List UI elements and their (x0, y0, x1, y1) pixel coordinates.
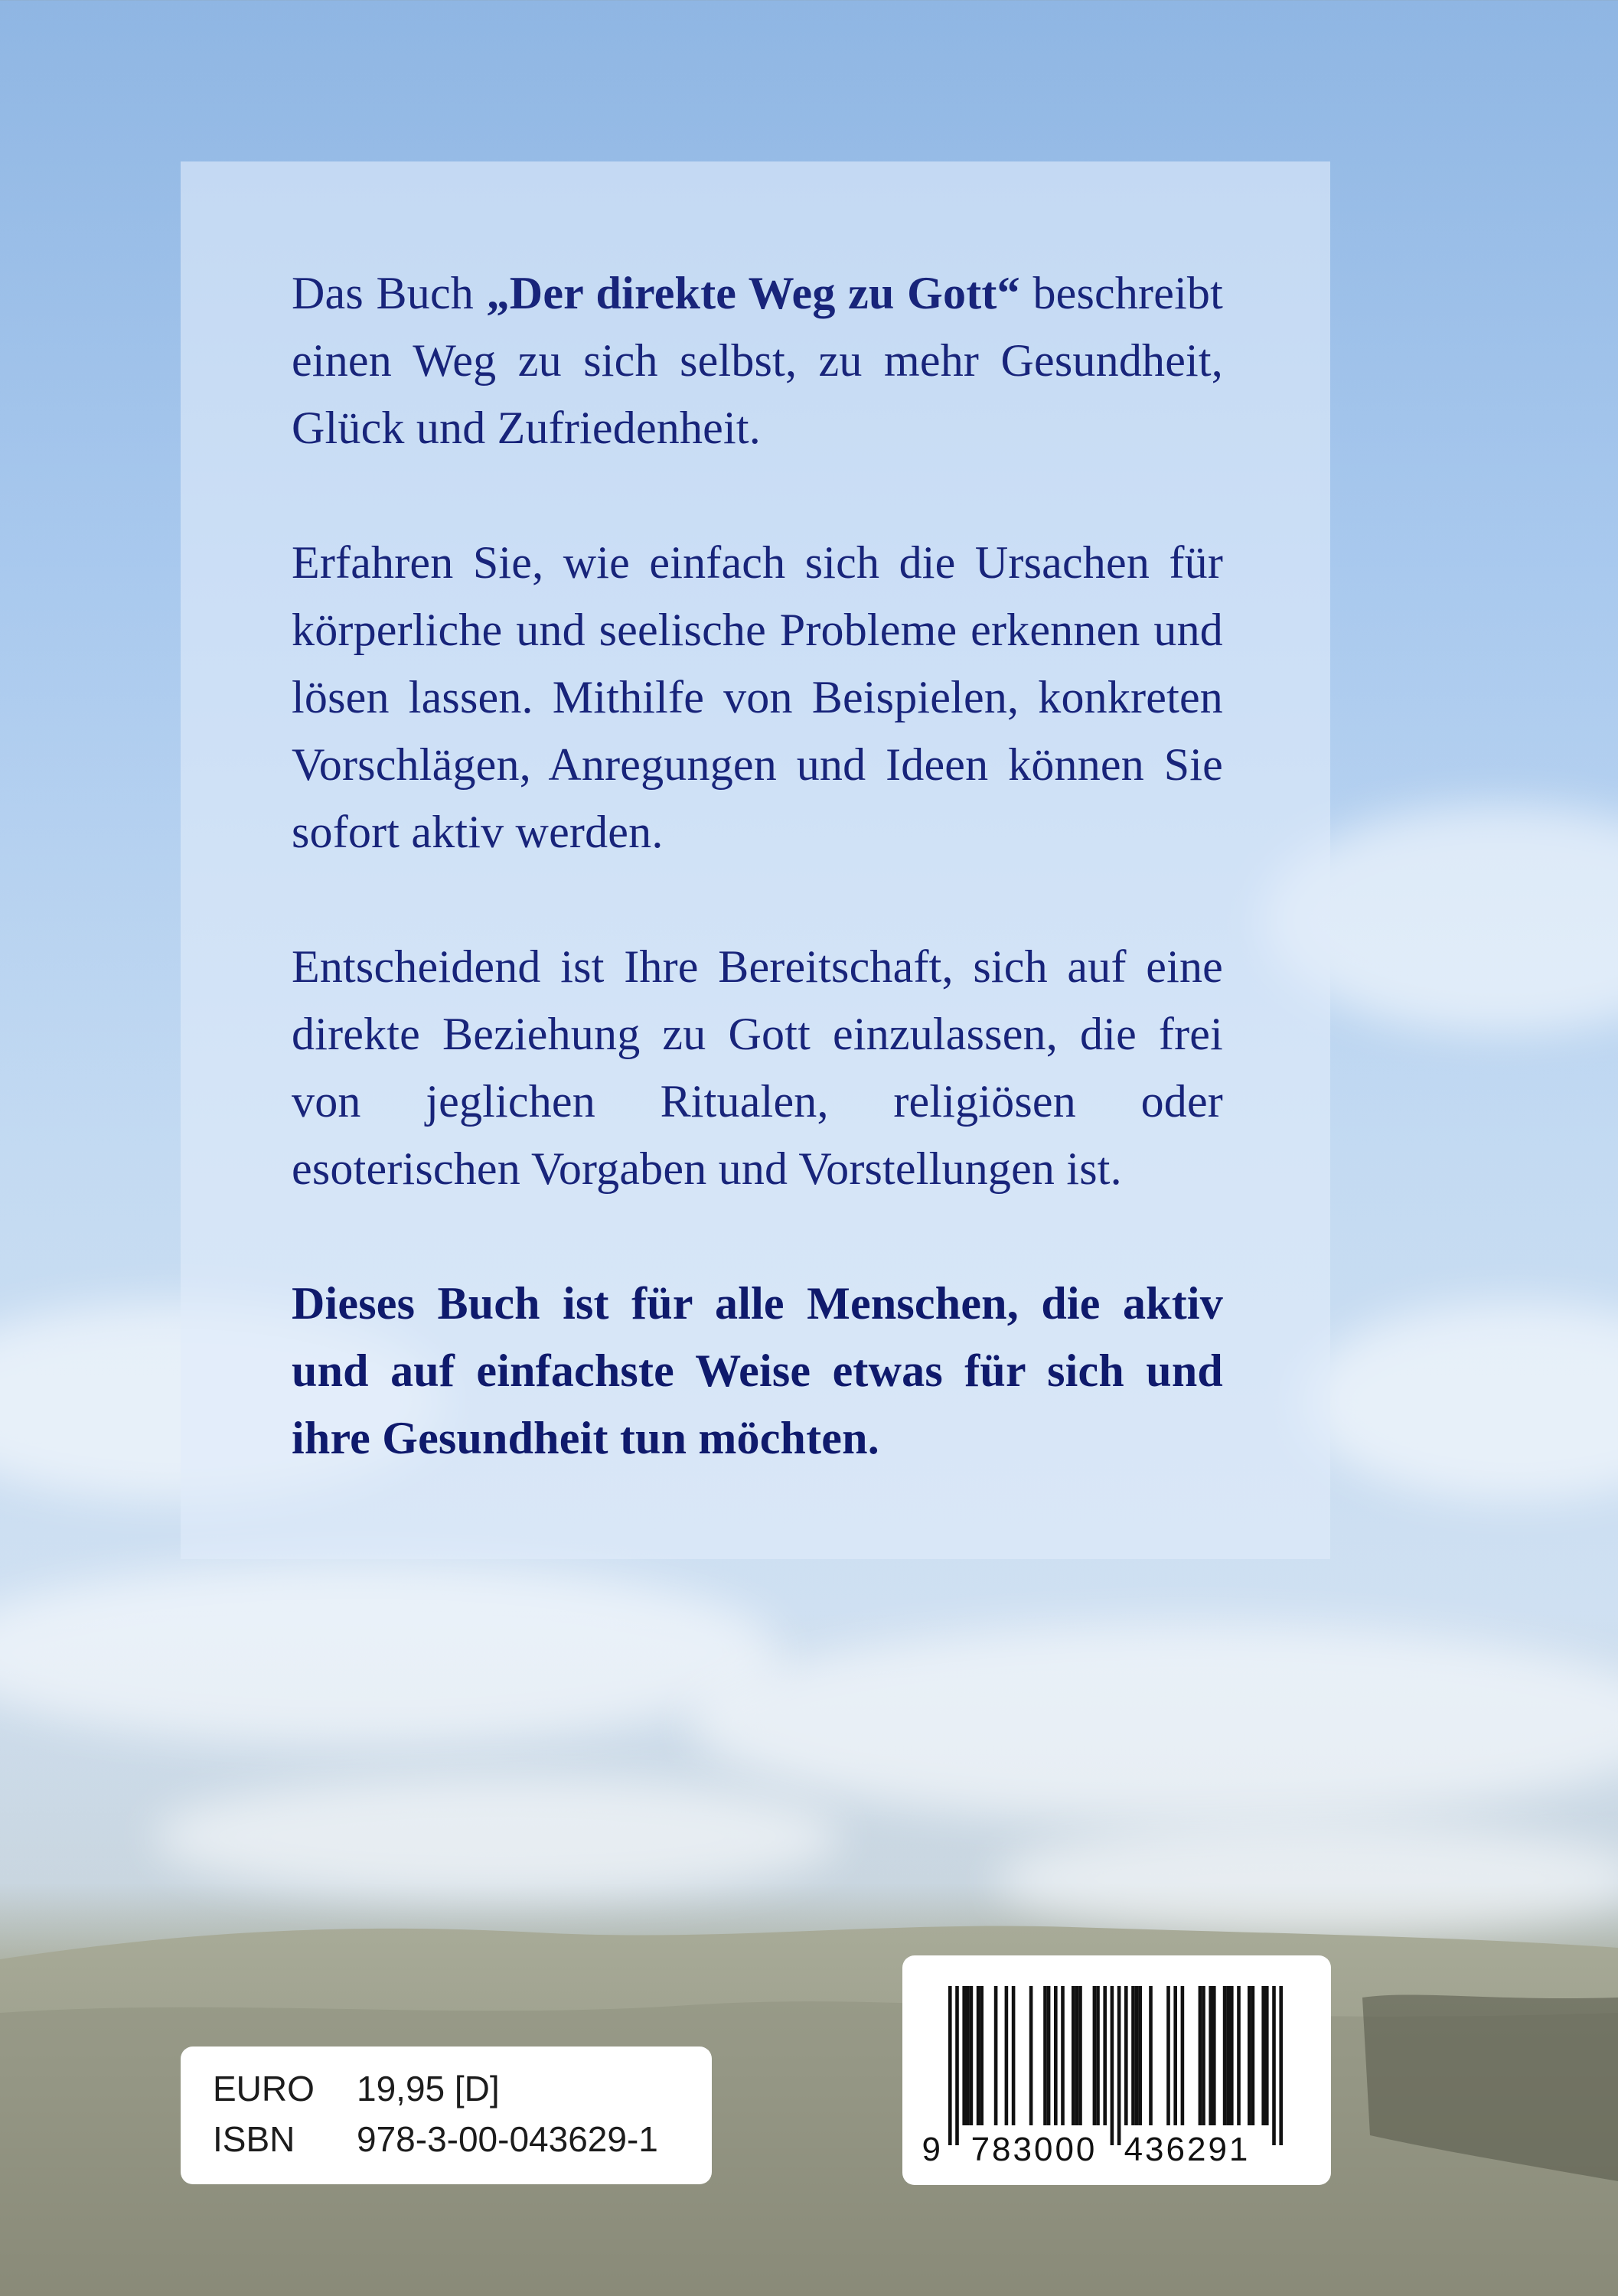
barcode-bar (1005, 1986, 1009, 2125)
barcode-left-digits: 783000 (970, 2131, 1098, 2168)
barcode-bar (1061, 1986, 1065, 2125)
intro-text-start: Das Buch (292, 268, 487, 318)
barcode-bar (1272, 1986, 1276, 2145)
barcode-bar (1166, 1986, 1170, 2125)
isbn-row (213, 2114, 712, 2164)
barcode-first-digit: 9 (922, 2131, 941, 2168)
barcode-bar (1226, 1986, 1230, 2125)
barcode-bar (1248, 1986, 1251, 2125)
barcode-bar (1181, 1986, 1185, 2125)
barcode-bar (1265, 1986, 1269, 2125)
barcode-bar (1075, 1986, 1079, 2125)
barcode-bar (1223, 1986, 1227, 2125)
barcode-bar (1111, 1986, 1114, 2145)
barcode-bar (1199, 1986, 1202, 2125)
barcode-bar (1072, 1986, 1075, 2125)
price-label: EURO (213, 2069, 315, 2108)
barcode-bar (1138, 1986, 1142, 2125)
blurb-paragraph-readiness: Entscheidend ist Ihre Bereitschaft, sich auf eine direkte Beziehung zu Gott einzulassen, die frei von jeglichen Ritualen, religiösen oder esoterischen Vorgaben und Vorstellungen ist. (292, 941, 1223, 1194)
barcode-bar (1149, 1986, 1153, 2125)
price-isbn-box (181, 2047, 712, 2184)
barcode-bar (1117, 1986, 1121, 2145)
barcode-bar (977, 1986, 980, 2125)
barcode-bar (980, 1986, 984, 2125)
intro-text-end: beschreibt einen Weg zu sich selbst, zu mehr Gesundheit, Glück und Zufriedenheit. (292, 268, 1224, 453)
barcode-bar (1093, 1986, 1097, 2125)
barcode-bar (1251, 1986, 1255, 2125)
isbn-label: ISBN (213, 2119, 295, 2159)
barcode-bar (955, 1986, 959, 2145)
barcode-bar (1047, 1986, 1051, 2125)
ean-barcode (902, 1955, 1331, 2185)
barcode-bar (1012, 1986, 1016, 2125)
barcode-bar (1029, 1986, 1033, 2125)
barcode-bar (948, 1986, 952, 2145)
barcode-bar (1209, 1986, 1212, 2125)
barcode-bar (1212, 1986, 1216, 2125)
barcode-bar (966, 1986, 970, 2125)
barcode-bar (1237, 1986, 1241, 2125)
barcode-box (902, 1955, 1331, 2185)
blurb-paragraph-intro (292, 259, 1223, 461)
isbn-value: 978-3-00-043629-1 (357, 2119, 658, 2159)
barcode-bar (1230, 1986, 1234, 2125)
price-value: 19,95 [D] (357, 2069, 500, 2108)
barcode-bar (1043, 1986, 1047, 2125)
price-row (213, 2063, 712, 2114)
barcode-bar (962, 1986, 966, 2125)
barcode-bar (1054, 1986, 1058, 2125)
book-title: „Der direkte Weg zu Gott“ (486, 268, 1020, 318)
blurb-paragraph-audience: Dieses Buch ist für alle Menschen, die aktiv und auf einfachste Weise etwas für sich und ihre Gesundheit tun möchten. (292, 1278, 1223, 1463)
barcode-bar (1131, 1986, 1135, 2125)
barcode-bar (1202, 1986, 1205, 2125)
barcode-bar (1103, 1986, 1107, 2125)
blurb-panel (181, 161, 1330, 1559)
barcode-bar (1279, 1986, 1283, 2145)
barcode-bar (994, 1986, 998, 2125)
barcode-bar (1124, 1986, 1128, 2125)
barcode-bar (1135, 1986, 1139, 2125)
barcode-bar (970, 1986, 974, 2125)
barcode-bar (1078, 1986, 1082, 2125)
barcode-bar (1261, 1986, 1265, 2125)
blurb-paragraph-causes: Erfahren Sie, wie einfach sich die Ursachen für körperliche und seelische Probleme erkennen und lösen lassen. Mithilfe von Beispielen, konkreten Vorschlägen, Anregungen und Ideen können Sie sofort aktiv werden. (292, 537, 1223, 857)
barcode-bar (1096, 1986, 1100, 2125)
barcode-bar (1173, 1986, 1177, 2125)
barcode-right-digits: 436291 (1124, 2131, 1251, 2168)
